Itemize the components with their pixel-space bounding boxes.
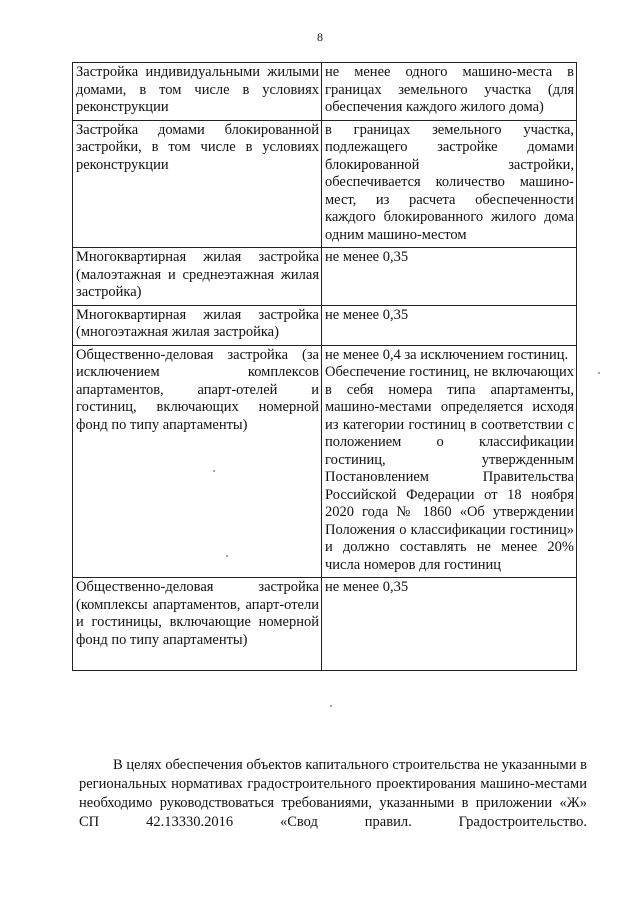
building-use-cell: Застройка домами блокированной застройки, в том числе в условиях реконструкции — [73, 120, 322, 248]
requirement-text: не менее 0,35 — [325, 306, 409, 323]
building-use-cell: Многоквартирная жилая застройка (многоэтажная жилая застройка) — [73, 305, 322, 345]
table-row — [73, 63, 577, 121]
table-row — [73, 345, 577, 578]
building-use-cell: Общественно-деловая застройка (комплексы апартаментов, апарт-отели и гостиницы, включающие номерной фонд по типу апартаменты) — [73, 578, 322, 671]
scan-speck — [330, 705, 332, 707]
requirement-text: не менее 0,35 — [325, 579, 409, 595]
scan-speck — [226, 555, 228, 557]
table-row — [73, 248, 577, 306]
table-row — [73, 120, 577, 248]
scan-speck — [598, 372, 600, 374]
parking-requirements-table — [72, 62, 577, 671]
scan-speck — [213, 470, 215, 472]
requirement-text: не менее одного машино-места в границах земельного участка (для обеспечения каждого жилого дома) — [325, 64, 574, 115]
requirement-text: Обеспечение гостиниц, не включающих в себя номера типа апартаменты, машино-местами определяется исходя из категории гостиниц в соответствии с положением о классификации гостиниц, утвержденным Постановлением Правительства Российской Федерации от 18 ноября 2020 года № 1860 «Об утверждении Положения о классификации гостиниц» и должно составлять не менее 20% числа номеров для гостиниц — [325, 364, 574, 573]
table-row — [73, 578, 577, 671]
requirement-cell — [322, 305, 577, 345]
requirement-cell — [322, 120, 577, 248]
page-number: 8 — [317, 30, 323, 44]
building-use-cell: Многоквартирная жилая застройка (малоэтажная и среднеэтажная жилая застройка) — [73, 248, 322, 306]
body-paragraph: В целях обеспечения объектов капитального строительства не указанными в региональных нормативах градостроительного проектирования машино-местами необходимо руководствоваться требованиями, указанными в приложении «Ж» СП 42.13330.2016 «Свод правил. Градостроительство. — [79, 757, 587, 830]
building-use-cell: Общественно-деловая застройка (за исключением комплексов апартаментов, апарт-отелей и гостиниц, включающих номерной фонд по типу апартаменты) — [73, 345, 322, 578]
building-use-cell: Застройка индивидуальными жилыми домами, в том числе в условиях реконструкции — [73, 63, 322, 121]
requirement-text: не менее 0,4 за исключением гостиниц. — [325, 346, 569, 363]
requirement-cell — [322, 345, 577, 578]
requirement-cell — [322, 248, 577, 306]
table-row — [73, 305, 577, 345]
requirement-cell — [322, 578, 577, 671]
requirement-text: в границах земельного участка, подлежащего застройке домами блокированной застройки, обеспечивается количество машино-мест, из расчета обеспеченности каждого блокированного жилого дома одним машино-местом — [325, 121, 574, 243]
requirement-cell — [322, 63, 577, 121]
requirement-text: не менее 0,35 — [325, 249, 409, 265]
